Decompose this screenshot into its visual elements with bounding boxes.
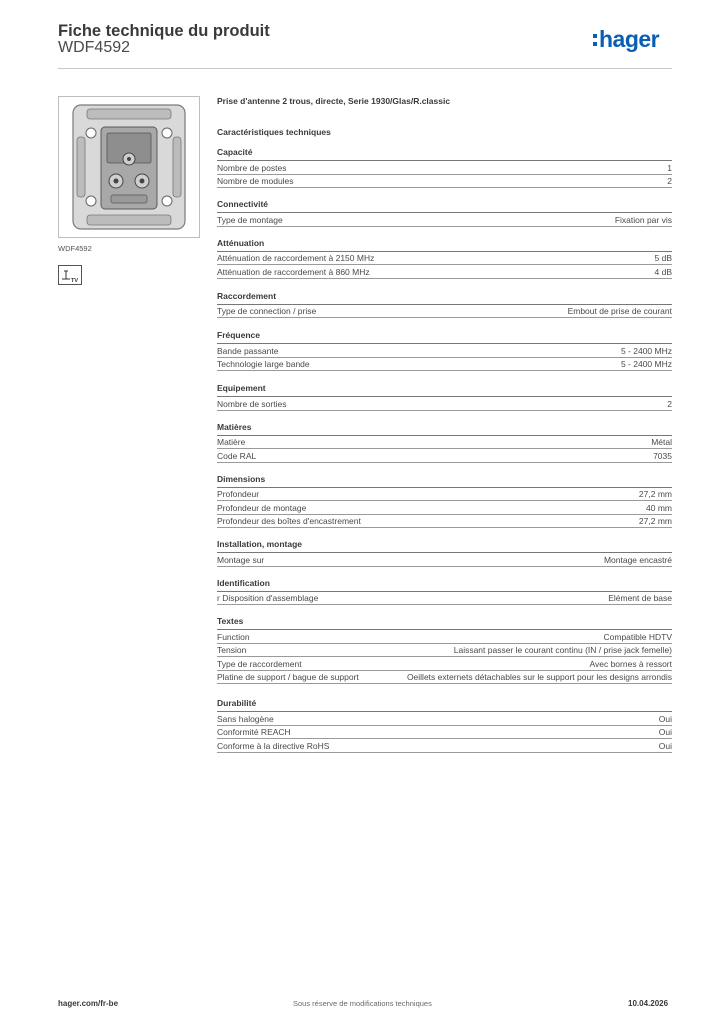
spec-row-value: 27,2 mm xyxy=(638,516,672,526)
spec-row xyxy=(217,397,672,411)
spec-row-value: Laissant passer le courant continu (IN / prise jack femelle) xyxy=(453,645,672,655)
spec-rows xyxy=(217,212,672,227)
spec-row-value: Avec bornes à ressort xyxy=(589,658,672,669)
footer-date: 10.04.2026 xyxy=(628,999,669,1008)
product-image xyxy=(58,96,200,238)
spec-rows xyxy=(217,304,672,319)
spec-group-title: Atténuation xyxy=(217,237,265,248)
spec-group-title: Connectivité xyxy=(217,199,269,209)
spec-group-title: Capacité xyxy=(217,147,253,157)
spec-row-value: Oui xyxy=(658,713,672,724)
spec-row xyxy=(217,739,672,753)
spec-row-value: 27,2 mm xyxy=(638,489,672,499)
spec-row xyxy=(217,630,672,644)
spec-row-label: Atténuation de raccordement à 860 MHz xyxy=(217,266,370,277)
spec-row xyxy=(217,252,672,266)
spec-row-label: Profondeur des boîtes d'encastrement xyxy=(217,516,361,526)
spec-rows xyxy=(217,160,672,188)
spec-rows xyxy=(217,487,672,529)
antenna-socket-icon xyxy=(59,97,199,237)
spec-group-title: Dimensions xyxy=(217,473,266,484)
spec-row xyxy=(217,726,672,740)
spec-group xyxy=(217,474,672,529)
spec-row-label: Atténuation de raccordement à 2150 MHz xyxy=(217,253,375,263)
spec-row xyxy=(217,344,672,358)
spec-row-label: Tension xyxy=(217,645,247,655)
spec-row xyxy=(217,305,672,319)
product-description: Prise d'antenne 2 trous, directe, Serie 1930/Glas/R.classic xyxy=(217,96,451,106)
logo-text: hager xyxy=(599,26,660,52)
spec-group-title: Matières xyxy=(217,421,252,432)
spec-row-value: Oeillets externets détachables sur le support pour les designs arrondis xyxy=(406,672,672,682)
spec-row xyxy=(217,488,672,502)
spec-row-value: 40 mm xyxy=(646,502,672,513)
spec-row-value: Fixation par vis xyxy=(614,214,672,225)
spec-rows xyxy=(217,251,672,279)
product-code: WDF4592 xyxy=(58,39,131,56)
spec-row-value: Oui xyxy=(658,727,672,737)
spec-row xyxy=(217,358,672,372)
spec-rows xyxy=(217,396,672,411)
spec-row-value: Compatible HDTV xyxy=(603,631,672,642)
spec-row-label: Type de montage xyxy=(217,214,283,225)
logo-dots-icon xyxy=(593,34,598,50)
spec-row-value: Métal xyxy=(651,437,672,447)
spec-row xyxy=(217,501,672,515)
spec-row xyxy=(217,553,672,567)
spec-row xyxy=(217,671,672,685)
spec-group-title: Equipement xyxy=(217,383,266,393)
spec-row xyxy=(217,175,672,189)
spec-row-value: 7035 xyxy=(653,450,672,461)
spec-group xyxy=(217,539,672,567)
spec-row-value: Embout de prise de courant xyxy=(567,306,672,316)
spec-row-label: Profondeur xyxy=(217,489,260,499)
spec-group xyxy=(217,291,672,319)
spec-row-label: Function xyxy=(217,631,250,642)
tv-socket-symbol-icon xyxy=(58,265,82,285)
footer-website-link[interactable]: hager.com/fr-be xyxy=(58,999,119,1008)
spec-rows xyxy=(217,552,672,567)
spec-row xyxy=(217,449,672,463)
spec-row-label: Technologie large bande xyxy=(217,359,310,369)
spec-row xyxy=(217,161,672,175)
spec-group xyxy=(217,578,672,606)
spec-group xyxy=(217,199,672,227)
spec-row-label: Montage sur xyxy=(217,554,265,565)
spec-row xyxy=(217,213,672,227)
header-divider xyxy=(58,68,672,69)
spec-row xyxy=(217,515,672,529)
spec-row-label: Sans halogène xyxy=(217,713,274,724)
spec-row-label: Matière xyxy=(217,437,246,447)
tv-label: TV xyxy=(71,278,79,284)
spec-rows xyxy=(217,591,672,606)
spec-row-label: r Disposition d'assemblage xyxy=(217,593,319,603)
spec-section-title: Caractéristiques techniques xyxy=(217,127,331,137)
spec-row-label: Nombre de sorties xyxy=(217,398,287,409)
spec-row-value: Elément de base xyxy=(608,593,672,603)
spec-row-label: Type de raccordement xyxy=(217,658,302,669)
spec-row-label: Bande passante xyxy=(217,345,279,356)
spec-rows xyxy=(217,435,672,463)
spec-rows xyxy=(217,343,672,371)
spec-row-label: Conforme à la directive RoHS xyxy=(217,740,330,751)
footer-notice: Sous réserve de modifications techniques xyxy=(293,999,432,1008)
spec-row-value: 2 xyxy=(667,176,672,186)
spec-row xyxy=(217,592,672,606)
spec-group-title: Raccordement xyxy=(217,290,277,301)
spec-row-value: 2 xyxy=(667,398,672,409)
spec-group xyxy=(217,383,672,411)
spec-group xyxy=(217,616,672,684)
spec-group-title: Durabilité xyxy=(217,698,257,708)
spec-rows xyxy=(217,629,672,684)
spec-row-label: Code RAL xyxy=(217,450,257,461)
spec-group xyxy=(217,422,672,463)
spec-group xyxy=(217,147,672,188)
spec-row xyxy=(217,436,672,450)
hager-logo[interactable] xyxy=(593,28,659,51)
image-caption: WDF4592 xyxy=(58,244,92,253)
spec-row xyxy=(217,712,672,726)
spec-group xyxy=(217,698,672,753)
spec-row xyxy=(217,657,672,671)
document-title: Fiche technique du produit xyxy=(58,22,270,40)
spec-row-value: 4 dB xyxy=(654,266,672,277)
spec-row-label: Profondeur de montage xyxy=(217,502,307,513)
spec-row-label: Platine de support / bague de support xyxy=(217,672,359,682)
spec-group-title: Installation, montage xyxy=(217,539,303,549)
spec-content xyxy=(217,96,672,753)
spec-row-value: 5 - 2400 MHz xyxy=(620,359,672,369)
spec-groups xyxy=(217,147,672,753)
spec-row-label: Nombre de postes xyxy=(217,162,287,173)
spec-row-label: Conformité REACH xyxy=(217,727,291,737)
spec-row xyxy=(217,644,672,658)
spec-group xyxy=(217,330,672,371)
spec-row xyxy=(217,265,672,279)
spec-rows xyxy=(217,711,672,753)
spec-group-title: Textes xyxy=(217,616,244,626)
spec-row-value: 1 xyxy=(667,162,672,173)
spec-row-value: Oui xyxy=(658,740,672,751)
spec-row-value: 5 - 2400 MHz xyxy=(620,345,672,356)
spec-group-title: Identification xyxy=(217,577,270,588)
spec-row-label: Type de connection / prise xyxy=(217,306,317,316)
spec-row-label: Nombre de modules xyxy=(217,176,294,186)
spec-row-value: 5 dB xyxy=(654,253,672,263)
spec-group-title: Fréquence xyxy=(217,330,260,340)
spec-group xyxy=(217,238,672,279)
spec-row-value: Montage encastré xyxy=(603,554,672,565)
